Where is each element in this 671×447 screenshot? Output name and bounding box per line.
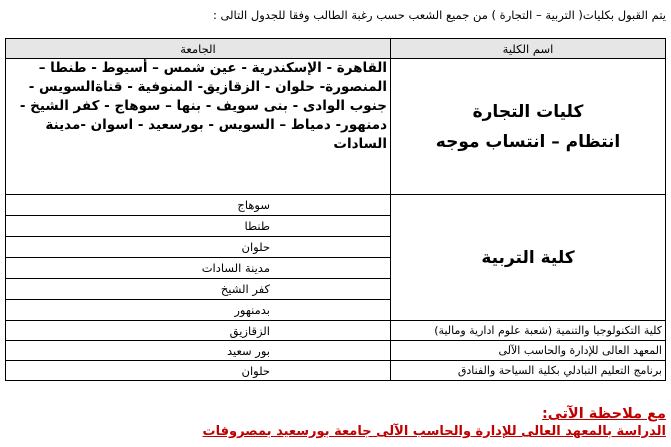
table-row <box>6 341 666 361</box>
other-college-name: المعهد العالى للإدارة والحاسب الآلى <box>391 341 666 361</box>
commerce-universities: القاهرة - الإسكندرية - عين شمس – أسيوط - طنطا – المنصورة- حلوان - الزقازيق- المنوفية - قناةالسويس - جنوب الوادى - بنى سويف - بنها – سوهاج - كفر الشيخ - دمنهور- دمياط – السويس - بورسعيد - اسوان -مدينة السادات <box>6 59 391 195</box>
other-university: حلوان <box>6 361 391 381</box>
intro-text: يتم القبول بكليات( التربية – التجارة ) من جميع الشعب حسب رغبة الطالب وفقا للجدول التالى : <box>212 8 666 22</box>
note-text: الدراسة بالمعهد العالى للإدارة والحاسب الآلى جامعة بورسعيد بمصروفات <box>202 424 666 439</box>
education-university: طنطا <box>6 216 391 237</box>
admissions-table <box>5 38 666 381</box>
other-university: الزقازيق <box>6 321 391 341</box>
other-college-name: برنامج التعليم التبادلي بكلية السياحة والفنادق <box>391 361 666 381</box>
other-university: بور سعيد <box>6 341 391 361</box>
education-university: كفر الشيخ <box>6 279 391 300</box>
education-university: مدينة السادات <box>6 258 391 279</box>
note-block <box>6 405 666 441</box>
commerce-row <box>6 59 666 195</box>
table-row <box>6 361 666 381</box>
education-university: حلوان <box>6 237 391 258</box>
header-college: اسم الكلية <box>391 39 666 59</box>
education-university: سوهاج <box>6 195 391 216</box>
other-college-name: كلية التكنولوجيا والتنمية (شعبة علوم ادارية ومالية) <box>391 321 666 341</box>
education-college-cell: كلية التربية <box>391 195 666 321</box>
header-university: الجامعة <box>6 39 391 59</box>
table-row <box>6 321 666 341</box>
note-title: مع ملاحظة الآتى: <box>541 406 666 422</box>
table-row <box>6 195 666 216</box>
commerce-college-name: كليات التجارة <box>472 101 584 122</box>
commerce-college-mode: انتظام – انتساب موجه <box>435 131 621 152</box>
table-header-row <box>6 39 666 59</box>
commerce-college-cell <box>391 59 666 195</box>
education-university: بدمنهور <box>6 300 391 321</box>
